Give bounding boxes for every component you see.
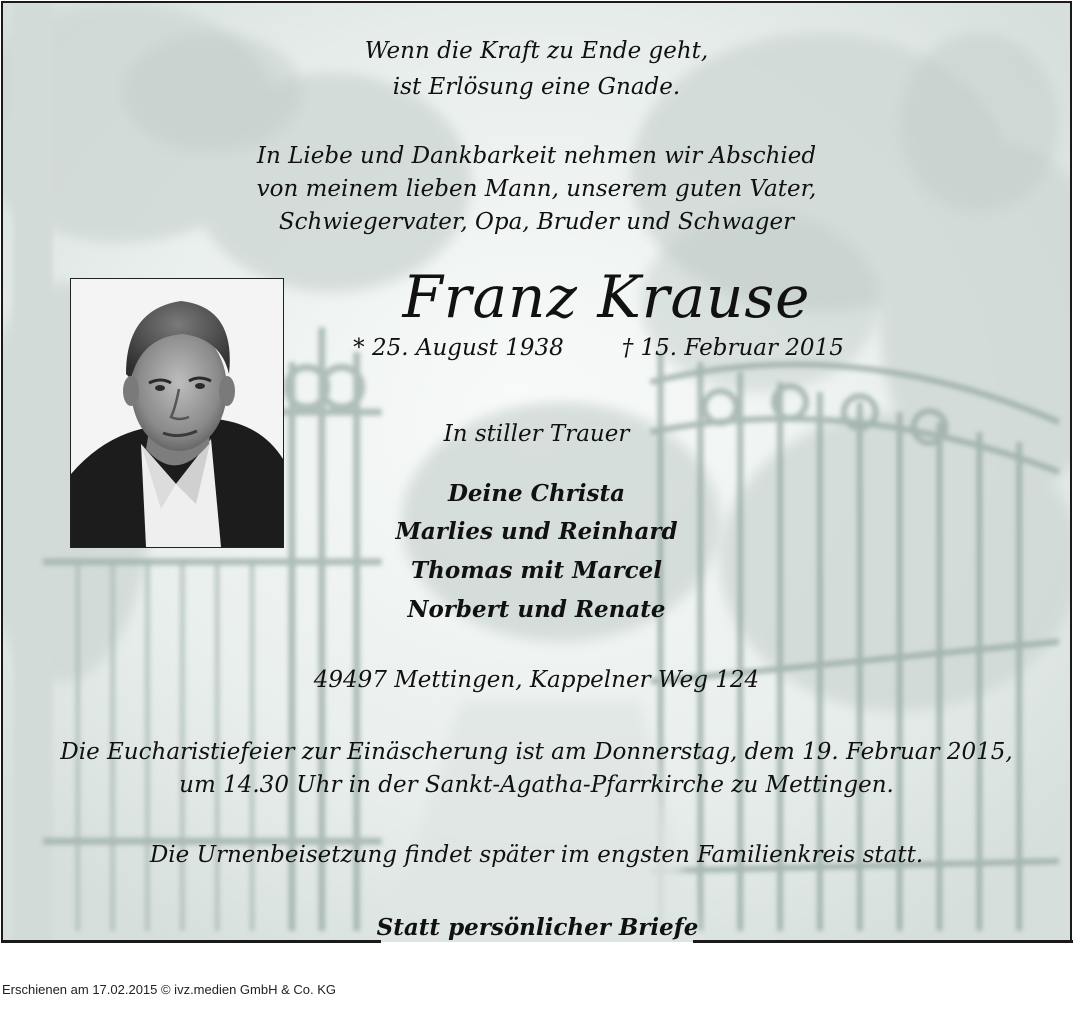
intro-line: In Liebe und Dankbarkeit nehmen wir Abschied xyxy=(256,143,817,169)
obituary-notice xyxy=(1,1,1072,942)
death-date: † 15. Februar 2015 xyxy=(621,335,844,361)
mourning-line: In stiller Trauer xyxy=(443,421,630,447)
deceased-name: Franz Krause xyxy=(402,263,811,331)
intro-line: von meinem lieben Mann, unserem guten Vater, xyxy=(256,176,817,202)
service-info-line: Die Eucharistiefeier zur Einäscherung ist am Donnerstag, dem 19. Februar 2015, xyxy=(60,739,1013,765)
mourner-name: Marlies und Reinhard xyxy=(395,518,678,545)
verse-line: ist Erlösung eine Gnade. xyxy=(392,74,681,100)
portrait-photo xyxy=(70,278,284,548)
mourner-name: Deine Christa xyxy=(447,480,626,507)
birth-date: * 25. August 1938 xyxy=(353,335,564,361)
verse-line: Wenn die Kraft zu Ende geht, xyxy=(364,38,709,64)
service-info-line: um 14.30 Uhr in der Sankt-Agatha-Pfarrkirche zu Mettingen. xyxy=(179,772,894,798)
closing-note: Statt persönlicher Briefe xyxy=(376,914,699,941)
family-address: 49497 Mettingen, Kappelner Weg 124 xyxy=(313,667,760,693)
mourner-name: Norbert und Renate xyxy=(407,596,666,623)
urn-burial-note: Die Urnenbeisetzung findet später im engsten Familienkreis statt. xyxy=(149,842,924,868)
publication-credit: Erschienen am 17.02.2015 © ivz.medien GmbH & Co. KG xyxy=(2,982,337,997)
intro-line: Schwiegervater, Opa, Bruder und Schwager xyxy=(278,209,795,235)
mourner-name: Thomas mit Marcel xyxy=(411,557,662,584)
